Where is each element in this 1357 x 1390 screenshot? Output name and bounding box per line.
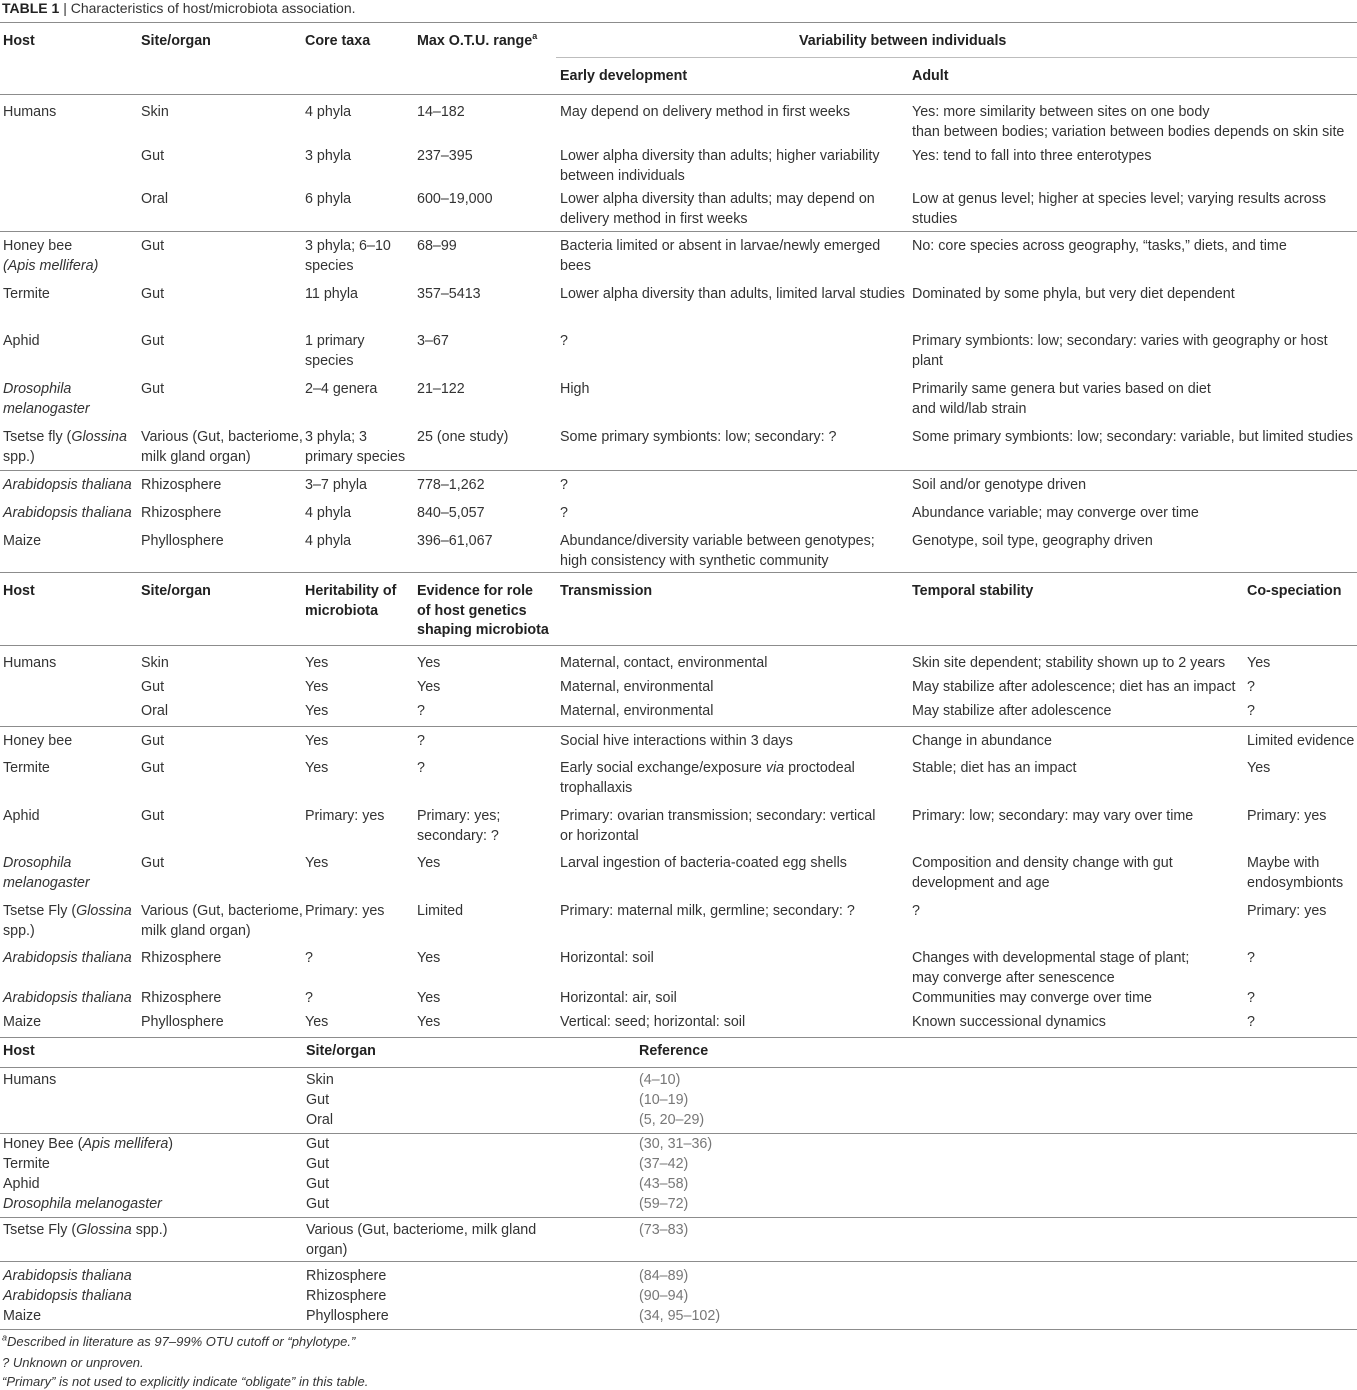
footnote-a: $^a$Described in literature as 97–99% OTU cutoff or “phylotype.” [2,1332,356,1349]
row-site: Rhizosphere [141,990,222,1006]
rule [0,1037,1357,1038]
host-text: Honey Bee ( [3,1136,83,1152]
row-adult: Yes: more similarity between sites on one body than between bodies; variation between bodies depends on skin site [912,104,1345,140]
row-core-taxa: 3 phyla [305,148,352,164]
row-host: Arabidopsis thaliana [3,990,132,1006]
col-header-evidence: Evidence for role of host genetics shaping microbiota [417,583,549,638]
row-site: Rhizosphere [141,950,222,966]
host-text: Honey bee [3,238,73,254]
row-host: Termite [3,1156,50,1172]
row-evidence: Yes [417,855,441,871]
row-adult: Some primary symbionts: low; secondary: variable, but limited studies [912,429,1353,445]
row-core-taxa: 6 phyla [305,191,352,207]
row-site: Gut [306,1176,330,1192]
col-header-adult: Adult [912,68,949,84]
row-transmission: Social hive interactions within 3 days [560,733,793,749]
row-heritability: Yes [305,760,329,776]
row-temporal-stability: Composition and density change with gut development and age [912,855,1173,891]
row-early-development: ? [560,333,568,349]
host-italic: Glossina [76,1222,132,1238]
row-site: Gut [141,286,165,302]
row-host [3,902,132,941]
row-adult: Dominated by some phyla, but very diet dependent [912,286,1235,302]
rule [0,22,1357,23]
row-site: Rhizosphere [141,477,222,493]
row-host [3,237,98,276]
col-header-host-2: Host [3,583,35,599]
rule [0,470,1357,471]
rule [0,1133,1357,1134]
row-site: Skin [306,1072,334,1088]
row-reference: (5, 20–29) [639,1112,705,1128]
row-site: Gut [306,1196,330,1212]
row-evidence: ? [417,760,425,776]
row-site: Gut [141,760,165,776]
row-heritability: ? [305,950,313,966]
col-header-heritability: Heritability of microbiota [305,583,397,619]
row-reference: (84–89) [639,1268,689,1284]
row-site: Rhizosphere [306,1268,387,1284]
host-text: Tsetse Fly ( [3,1222,77,1238]
row-host: Aphid [3,333,40,349]
row-host: Maize [3,1014,42,1030]
col-header-site-3: Site/organ [306,1043,376,1059]
row-host: Arabidopsis thaliana [3,1268,132,1284]
row-temporal-stability: Communities may converge over time [912,990,1152,1006]
footnote-unknown: ? Unknown or unproven. [2,1355,144,1370]
row-transmission: Vertical: seed; horizontal: soil [560,1014,746,1030]
row-adult: Primarily same genera but varies based on diet and wild/lab strain [912,381,1211,417]
row-core-taxa: 3–7 phyla [305,477,368,493]
host-text-end: spp.) [3,448,35,465]
row-adult: Yes: tend to fall into three enterotypes [912,148,1152,164]
row-site: Phyllosphere [141,1014,224,1030]
row-adult: Primary symbionts: low; secondary: varies with geography or host plant [912,333,1328,369]
row-cospeciation: Limited evidence [1247,733,1355,749]
row-otu-range: 778–1,262 [417,477,485,493]
row-site: Various (Gut, bacteriome, milk gland organ) [141,429,303,465]
row-heritability: ? [305,990,313,1006]
row-site: Gut [306,1136,330,1152]
row-transmission: Maternal, contact, environmental [560,655,768,671]
row-otu-range: 21–122 [417,381,465,397]
row-reference: (4–10) [639,1072,681,1088]
row-site: Skin [141,104,169,120]
row-reference: (43–58) [639,1176,689,1192]
row-cospeciation: ? [1247,1014,1255,1030]
row-otu-range: 25 (one study) [417,429,509,445]
row-otu-range: 840–5,057 [417,505,485,521]
row-host: Arabidopsis thaliana [3,950,132,966]
row-core-taxa: 4 phyla [305,533,352,549]
row-host: Humans [3,1072,57,1088]
row-site: Oral [141,703,169,719]
row-cospeciation: Yes [1247,655,1271,671]
host-italic: Glossina [76,903,132,919]
row-core-taxa: 4 phyla [305,505,352,521]
row-temporal-stability: May stabilize after adolescence; diet has an impact [912,679,1236,695]
col-header-variability: Variability between individuals [799,33,1007,49]
transmission-text: Early social exchange/exposure [560,760,766,776]
row-reference: (90–94) [639,1288,689,1304]
row-temporal-stability: ? [912,903,920,919]
row-adult: Soil and/or genotype driven [912,477,1087,493]
row-heritability: Yes [305,855,329,871]
row-site: Rhizosphere [141,505,222,521]
row-site: Various (Gut, bacteriome, milk gland organ) [306,1222,537,1258]
col-header-core-taxa: Core taxa [305,33,371,49]
row-transmission: Horizontal: soil [560,950,654,966]
row-otu-range: 600–19,000 [417,191,493,207]
row-reference: (59–72) [639,1196,689,1212]
row-evidence: Primary: yes; secondary: ? [417,808,501,844]
row-early-development: Lower alpha diversity than adults; may depend on delivery method in first weeks [560,191,875,227]
row-site: Gut [141,238,165,254]
row-host: Drosophila melanogaster [3,381,90,417]
col-header-host-3: Host [3,1043,35,1059]
rule [0,572,1357,573]
row-site: Skin [141,655,169,671]
transmission-italic: via [765,760,785,776]
row-heritability: Primary: yes [305,808,385,824]
row-cospeciation: Primary: yes [1247,903,1327,919]
row-early-development: Lower alpha diversity than adults, limited larval studies [560,286,905,302]
row-site: Gut [306,1092,330,1108]
row-transmission: Larval ingestion of bacteria-coated egg shells [560,855,847,871]
row-early-development: Some primary symbionts: low; secondary: ? [560,429,837,445]
col-header-site: Site/organ [141,33,211,49]
host-italic: Apis mellifera [82,1136,169,1152]
row-otu-range: 396–61,067 [417,533,493,549]
row-heritability: Yes [305,679,329,695]
row-host: Drosophila melanogaster [3,855,90,891]
row-temporal-stability: Primary: low; secondary: may vary over time [912,808,1194,824]
row-host: Honey bee [3,733,73,749]
row-core-taxa: 3 phyla; 6–10 species [305,238,391,274]
col-header-cospeciation: Co-speciation [1247,583,1342,599]
row-reference: (30, 31–36) [639,1136,713,1152]
rule [556,57,1357,58]
row-temporal-stability: Change in abundance [912,733,1052,749]
row-reference: (34, 95–102) [639,1308,721,1324]
col-header-transmission: Transmission [560,583,653,599]
row-adult: Abundance variable; may converge over time [912,505,1199,521]
host-text-end: ) [168,1136,174,1152]
row-transmission [560,759,855,798]
row-temporal-stability: Known successional dynamics [912,1014,1106,1030]
row-early-development: ? [560,505,568,521]
host-italic: (Apis mellifera) [3,257,99,274]
row-heritability: Yes [305,703,329,719]
row-evidence: ? [417,733,425,749]
table-caption: TABLE 1 | Characteristics of host/microbiota association. [2,0,356,16]
row-host: Humans [3,104,57,120]
row-early-development: ? [560,477,568,493]
col-header-reference: Reference [639,1043,709,1059]
row-early-development: High [560,381,590,397]
row-host: Aphid [3,808,40,824]
row-host: Arabidopsis thaliana [3,505,132,521]
rule [0,726,1357,727]
row-host: Maize [3,1308,42,1324]
row-reference: (73–83) [639,1222,689,1238]
row-temporal-stability: Skin site dependent; stability shown up to 2 years [912,655,1226,671]
row-evidence: Limited [417,903,464,919]
row-temporal-stability: Changes with developmental stage of plant; may converge after senescence [912,950,1190,986]
row-host: Arabidopsis thaliana [3,477,132,493]
footnote-primary: “Primary” is not used to explicitly indicate “obligate” in this table. [2,1374,369,1389]
row-host [3,1135,173,1155]
row-heritability: Yes [305,655,329,671]
row-otu-range: 357–5413 [417,286,481,302]
row-otu-range: 3–67 [417,333,449,349]
row-host: Termite [3,286,50,302]
row-site: Gut [306,1156,330,1172]
row-host: Drosophila melanogaster [3,1196,162,1212]
row-site: Phyllosphere [306,1308,389,1324]
row-evidence: Yes [417,1014,441,1030]
row-early-development: Abundance/diversity variable between genotypes; high consistency with synthetic community [560,533,875,569]
rule [0,231,1357,232]
row-host: Maize [3,533,42,549]
row-site: Gut [141,381,165,397]
row-cospeciation: Yes [1247,760,1271,776]
row-evidence: ? [417,703,425,719]
row-host [3,1221,167,1241]
row-adult: Low at genus level; higher at species level; varying results across studies [912,191,1327,227]
row-transmission: Primary: maternal milk, germline; secondary: ? [560,903,855,919]
row-site: Rhizosphere [306,1288,387,1304]
row-cospeciation: ? [1247,950,1255,966]
col-header-host: Host [3,33,35,49]
host-text-end: spp.) [131,1222,168,1238]
col-header-temporal: Temporal stability [912,583,1034,599]
row-early-development: Lower alpha diversity than adults; higher variability between individuals [560,148,880,184]
row-core-taxa: 11 phyla [305,286,358,302]
row-core-taxa: 3 phyla; 3 primary species [305,429,406,465]
row-cospeciation: ? [1247,703,1255,719]
row-otu-range: 237–395 [417,148,473,164]
row-temporal-stability: May stabilize after adolescence [912,703,1112,719]
row-host: Aphid [3,1176,40,1192]
col-header-early: Early development [560,68,688,84]
row-transmission: Primary: ovarian transmission; secondary: vertical or horizontal [560,808,876,844]
rule [0,1329,1357,1330]
row-early-development: Bacteria limited or absent in larvae/newly emerged bees [560,238,881,274]
row-core-taxa: 1 primary species [305,333,365,369]
row-core-taxa: 2–4 genera [305,381,378,397]
col-header-otu: Max O.T.U. range$^a$ [417,31,538,49]
row-cospeciation: Maybe with endosymbionts [1247,855,1344,891]
host-text: Tsetse Fly ( [3,903,77,919]
row-otu-range: 68–99 [417,238,457,254]
row-site: Gut [141,733,165,749]
row-early-development: May depend on delivery method in first weeks [560,104,851,120]
row-adult: No: core species across geography, “tasks,” diets, and time [912,238,1287,254]
row-heritability: Yes [305,1014,329,1030]
host-text-end: spp.) [3,922,35,939]
row-otu-range: 14–182 [417,104,465,120]
row-evidence: Yes [417,990,441,1006]
rule [0,1067,1357,1068]
row-site: Phyllosphere [141,533,224,549]
row-evidence: Yes [417,950,441,966]
row-host: Termite [3,760,50,776]
row-temporal-stability: Stable; diet has an impact [912,760,1077,776]
rule [0,1217,1357,1218]
row-site: Gut [141,679,165,695]
host-text: Tsetse fly ( [3,429,72,445]
row-host [3,428,127,467]
row-adult: Genotype, soil type, geography driven [912,533,1153,549]
host-italic: Glossina [71,429,127,445]
row-cospeciation: ? [1247,679,1255,695]
row-cospeciation: Primary: yes [1247,808,1327,824]
row-site: Gut [141,808,165,824]
row-site: Oral [141,191,169,207]
row-host: Arabidopsis thaliana [3,1288,132,1304]
row-transmission: Maternal, environmental [560,679,714,695]
row-core-taxa: 4 phyla [305,104,352,120]
row-evidence: Yes [417,655,441,671]
row-site: Various (Gut, bacteriome, milk gland organ) [141,903,303,939]
row-host: Humans [3,655,57,671]
row-cospeciation: ? [1247,990,1255,1006]
rule [0,94,1357,95]
col-header-site-2: Site/organ [141,583,211,599]
row-reference: (37–42) [639,1156,689,1172]
transmission-text-end: proctodeal trophallaxis [560,760,855,796]
row-site: Oral [306,1112,334,1128]
rule [0,645,1357,646]
row-transmission: Maternal, environmental [560,703,714,719]
row-heritability: Yes [305,733,329,749]
row-site: Gut [141,855,165,871]
row-heritability: Primary: yes [305,903,385,919]
row-transmission: Horizontal: air, soil [560,990,677,1006]
row-site: Gut [141,148,165,164]
row-reference: (10–19) [639,1092,689,1108]
rule [0,1261,1357,1262]
row-site: Gut [141,333,165,349]
row-evidence: Yes [417,679,441,695]
